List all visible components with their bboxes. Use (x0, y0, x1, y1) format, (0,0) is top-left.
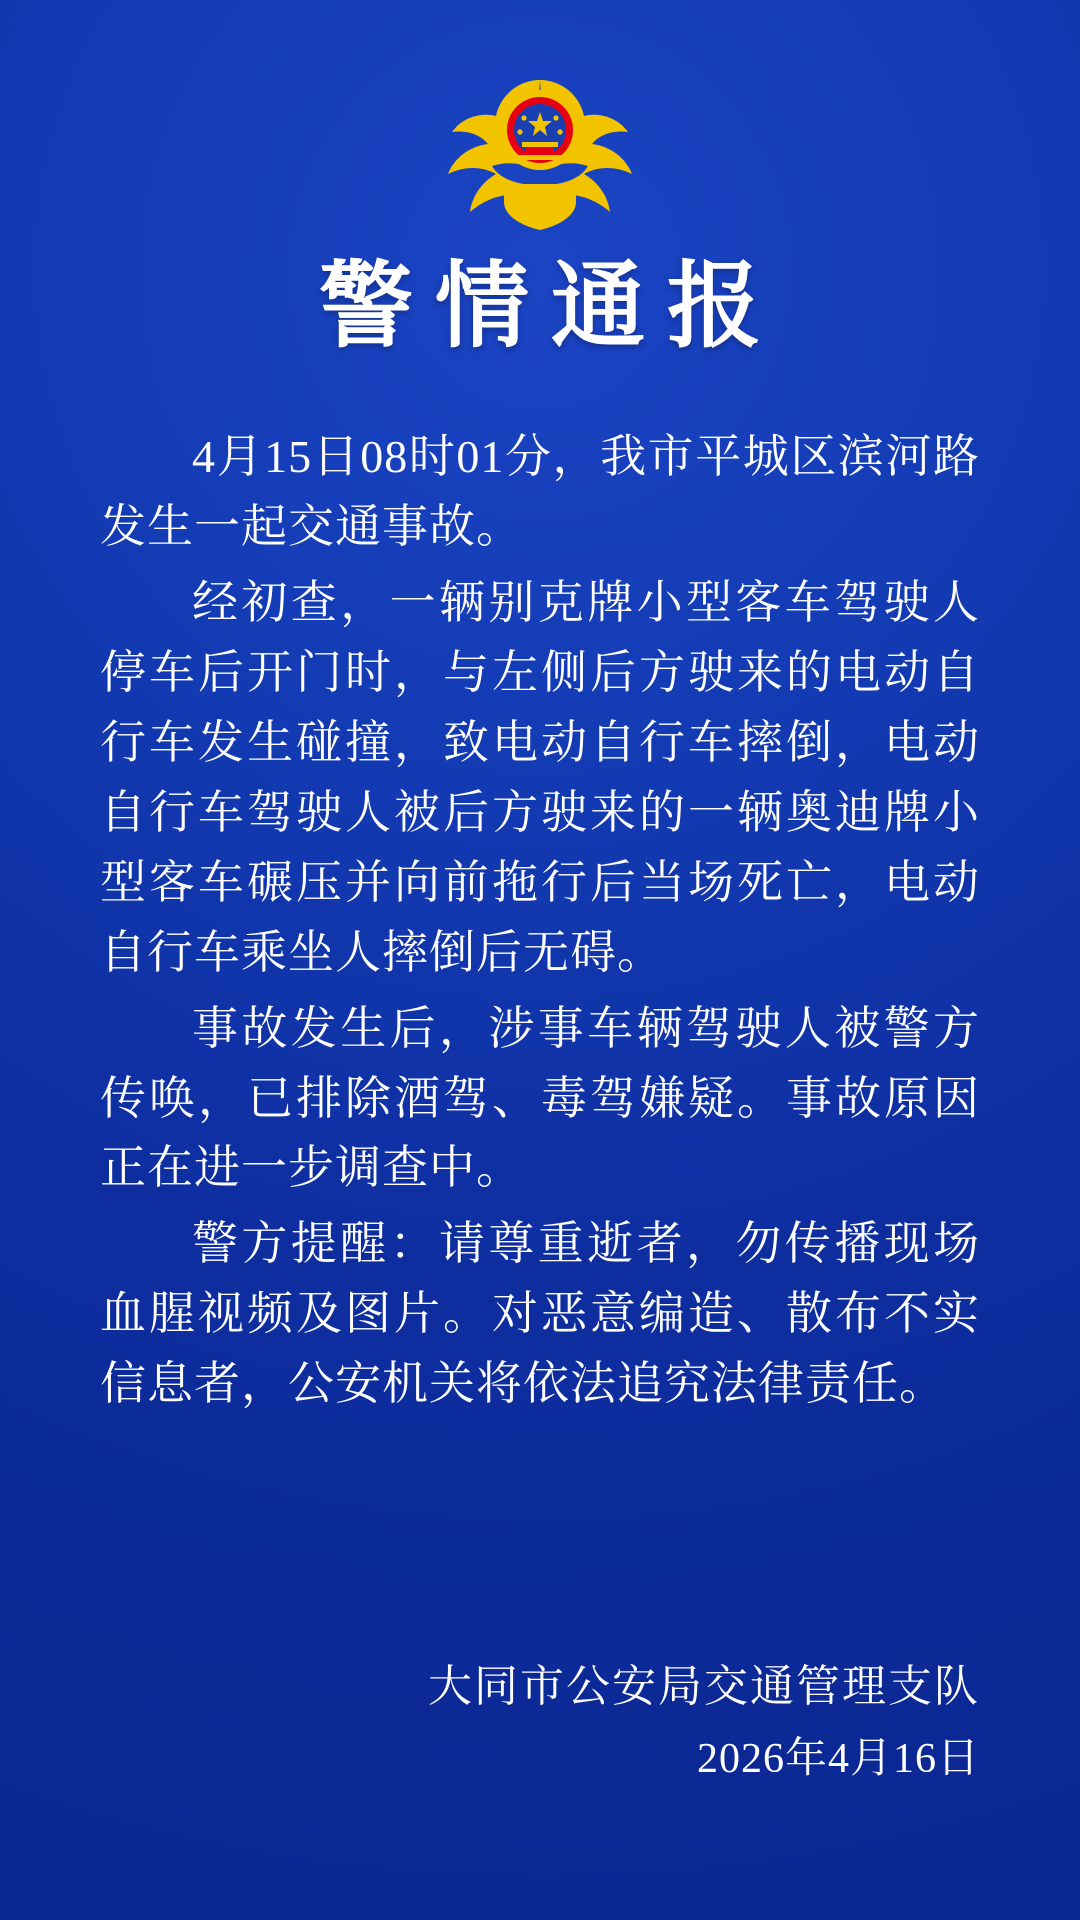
emblem-container (86, 0, 994, 232)
notice-body (86, 422, 994, 1419)
paragraph-3: 事故发生后，涉事车辆驾驶人被警方传唤，已排除酒驾、毒驾嫌疑。事故原因正在进一步调查中。 (100, 1002, 980, 1194)
paragraph-1: 4月15日08时01分，我市平城区滨河路发生一起交通事故。 (100, 431, 980, 553)
issue-date: 2026年4月16日 (696, 1735, 980, 1782)
issuing-authority: 大同市公安局交通管理支队 (428, 1661, 980, 1711)
signature-block (428, 1653, 980, 1792)
paragraph-2: 经初查，一辆别克牌小型客车驾驶人停车后开门时，与左侧后方驶来的电动自行车发生碰撞，致电动自行车摔倒，电动自行车驾驶人被后方驶来的一辆奥迪牌小型客车碾压并向前拖行后当场死亡，电动自行车乘坐人摔倒后无碍。 (100, 577, 980, 978)
page-title: 警情通报 (318, 255, 783, 359)
paragraph-4: 警方提醒：请尊重逝者，勿传播现场血腥视频及图片。对恶意编造、散布不实信息者，公安机关将依法追究法律责任。 (100, 1218, 980, 1410)
police-badge-icon (440, 66, 640, 232)
